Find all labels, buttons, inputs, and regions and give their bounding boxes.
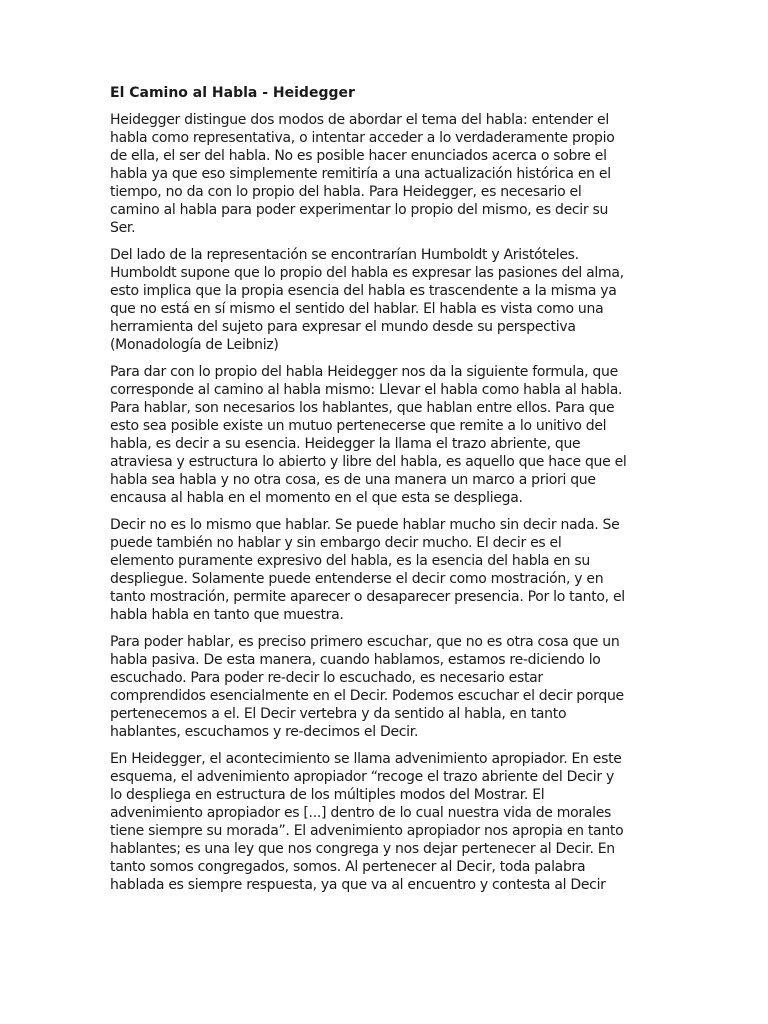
paragraph-4: Decir no es lo mismo que hablar. Se puede hablar mucho sin decir nada. Se puede también no hablar y sin embargo decir mucho. El decir es el elemento puramente expresivo del habla, es la esencia del habla en su despliegue. Solamente puede entenderse el decir como mostración, y en tanto mostración, permite aparecer o desaparecer presencia. Por lo tanto, el habla habla en tanto que muestra. — [110, 517, 625, 623]
paragraph-1: Heidegger distingue dos modos de abordar el tema del habla: entender el habla como representativa, o intentar acceder a lo verdaderamente propio de ella, el ser del habla. No es posible hacer enunciados acerca o sobre el habla ya que eso simplemente remitiría a una actualización histórica en el tiempo, no da con lo propio del habla. Para Heidegger, es necesario el camino al habla para poder experimentar lo propio del mismo, es decir su Ser. — [110, 112, 615, 236]
document-title: El Camino al Habla - Heidegger — [110, 85, 355, 101]
paragraph-2: Del lado de la representación se encontrarían Humboldt y Aristóteles. Humboldt supone que lo propio del habla es expresar las pasiones del alma, esto implica que la propia esencia del habla es trascendente a la misma ya que no está en sí mismo el sentido del hablar. El habla es vista como una herramienta del sujeto para expresar el mundo desde su perspectiva (Monadología de Leibniz) — [110, 247, 624, 353]
paragraph-6: En Heidegger, el acontecimiento se llama advenimiento apropiador. En este esquema, el advenimiento apropiador “recoge el trazo abriente del Decir y lo despliega en estructura de los múltiples modos del Mostrar. El advenimiento apropiador es [...] dentro de lo cual nuestra vida de morales tiene siempre su morada”. El advenimiento apropiador nos apropia en tanto hablantes; es una ley que nos congrega y nos dejar pertenecer al Decir. En tanto somos congregados, somos. Al pertenecer al Decir, toda palabra hablada es siempre respuesta, ya que va al encuentro y contesta al Decir — [110, 751, 624, 893]
paragraph-3: Para dar con lo propio del habla Heidegger nos da la siguiente formula, que corresponde al camino al habla mismo: Llevar el habla como habla al habla. Para hablar, son necesarios los hablantes, que hablan entre ellos. Para que esto sea posible existe un mutuo pertenecerse que remite a lo unitivo del habla, es decir a su esencia. Heidegger la llama el trazo abriente, que atraviesa y estructura lo abierto y libre del habla, es aquello que hace que el habla sea habla y no otra cosa, es de una manera un marco a priori que encausa al habla en el momento en el que esta se despliega. — [110, 364, 627, 506]
document-page — [110, 84, 662, 903]
paragraph-5: Para poder hablar, es preciso primero escuchar, que no es otra cosa que un habla pasiva. De esta manera, cuando hablamos, estamos re-diciendo lo escuchado. Para poder re-decir lo escuchado, es necesario estar comprendidos esencialmente en el Decir. Podemos escuchar el decir porque pertenecemos a el. El Decir vertebra y da sentido al habla, en tanto hablantes, escuchamos y re-decimos el Decir. — [110, 634, 624, 740]
